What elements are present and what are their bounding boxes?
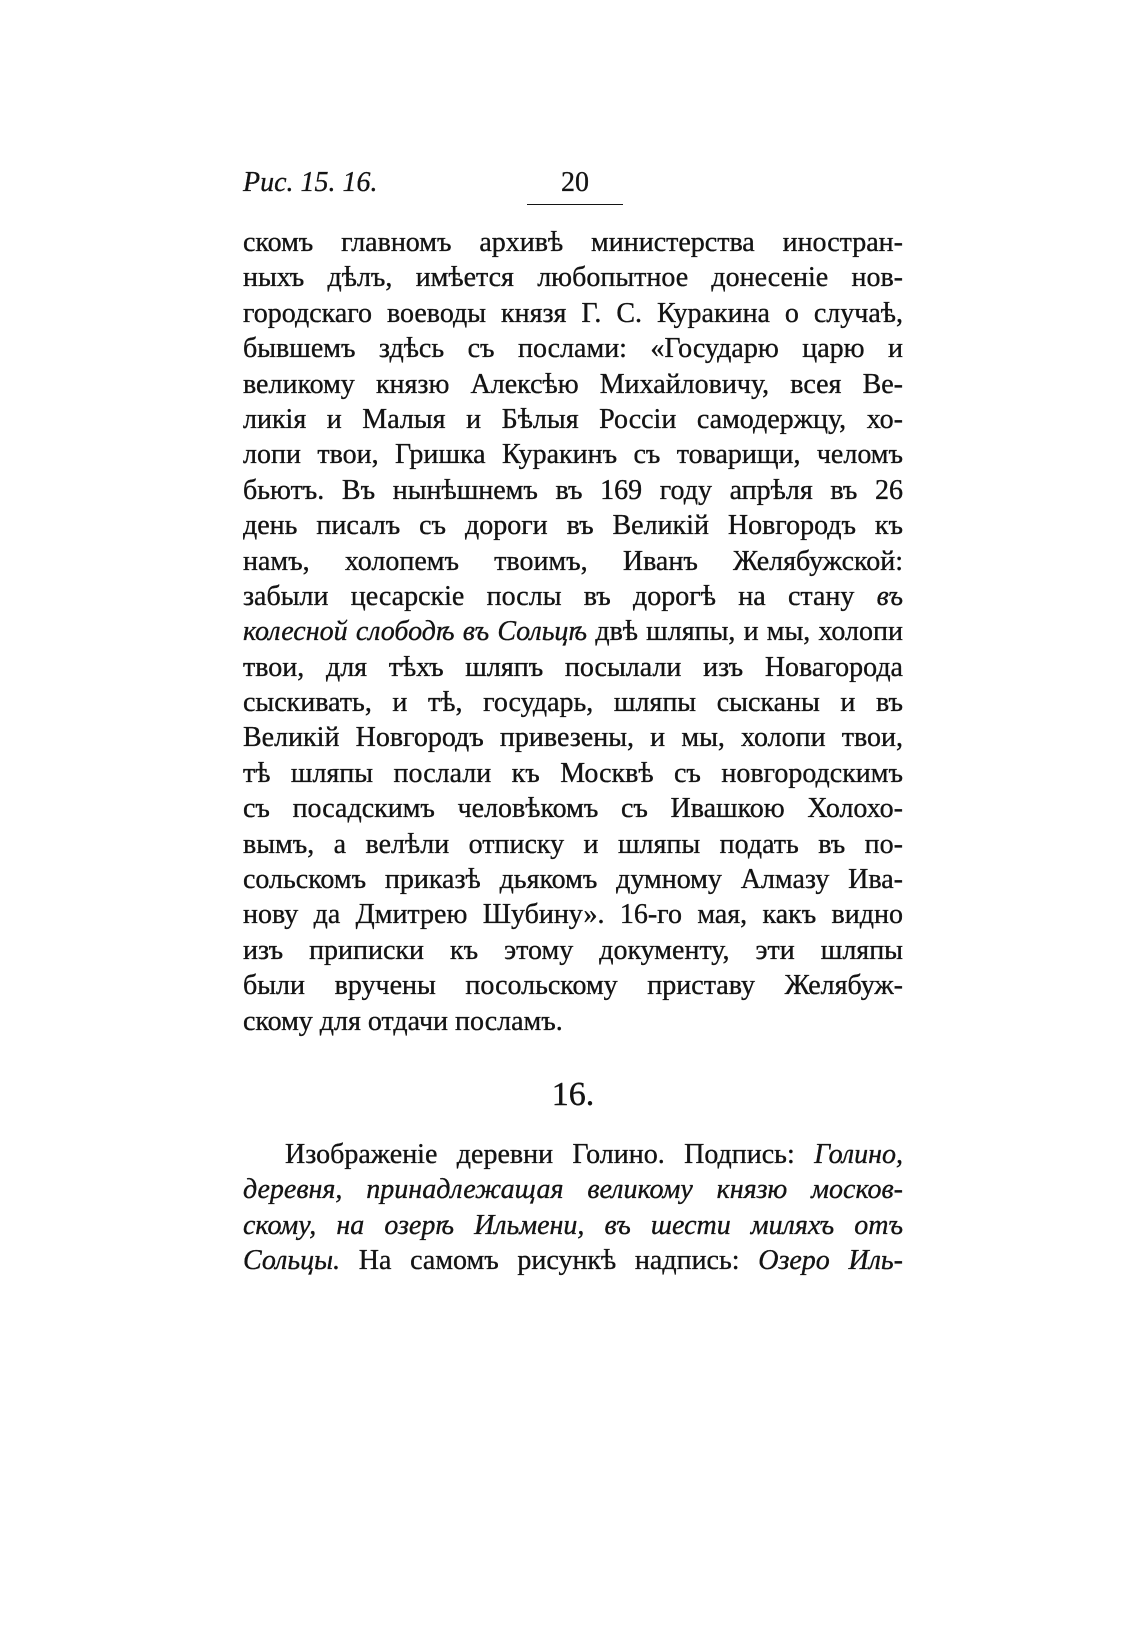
text-run: намъ, холопемъ твоимъ, Иванъ Желябужской: <box>243 545 903 577</box>
text-line <box>243 756 903 791</box>
italic-text-run: Голино, <box>814 1139 903 1170</box>
text-run: великому князю Алексѣю Михайловичу, всея Ве- <box>243 368 903 400</box>
page-number-rule <box>527 204 623 205</box>
running-title: Рис. 15. 16. <box>243 167 378 198</box>
text-line <box>243 473 903 508</box>
text-line <box>243 1137 903 1172</box>
text-line <box>243 650 903 685</box>
section-heading: 16. <box>551 1076 595 1113</box>
text-line <box>243 508 903 543</box>
text-run: забыли цесарскіе послы въ дорогѣ на стану <box>243 580 877 612</box>
text-run: сыскивать, и тѣ, государь, шляпы сысканы и въ <box>243 687 903 719</box>
page-number: 20 <box>561 167 589 198</box>
italic-text-run: деревня, принадлежащая великому князю москов- <box>243 1174 903 1206</box>
italic-text-run: колесной слободѣ въ Сольцѣ <box>243 616 588 648</box>
text-line <box>243 437 903 472</box>
text-line <box>243 402 903 437</box>
text-line <box>243 827 903 862</box>
text-run: сольскомъ приказѣ дьякомъ думному Алмазу Ива- <box>243 864 903 896</box>
text-line <box>243 579 903 614</box>
text-run: ныхъ дѣлъ, имѣется любопытное донесеніе нов- <box>243 262 903 294</box>
text-line <box>243 862 903 897</box>
text-line <box>243 1172 903 1207</box>
text-run: скому для отдачи посламъ. <box>243 1005 563 1037</box>
text-run: Великій Новгородъ привезены, и мы, холопи твои, <box>243 722 903 754</box>
text-run: съ посадскимъ человѣкомъ съ Ивашкою Холохо- <box>243 793 903 825</box>
text-run: На самомъ рисункѣ надпись: <box>340 1245 759 1277</box>
text-line <box>243 685 903 720</box>
italic-text-run: въ <box>876 580 903 612</box>
text-line <box>243 1004 903 1039</box>
text-line <box>243 897 903 932</box>
text-line <box>243 933 903 968</box>
text-run: были вручены посольскому приставу Желябуж- <box>243 970 903 1002</box>
italic-text-run: Сольцы. <box>243 1245 341 1277</box>
text-line <box>243 1208 903 1243</box>
text-line <box>243 968 903 1003</box>
text-run: скомъ главномъ архивѣ министерства иностран- <box>243 227 903 258</box>
text-line <box>243 614 903 649</box>
text-run: тѣ шляпы послали къ Москвѣ съ новгородскимъ <box>243 757 903 789</box>
italic-text-run: Озеро Иль- <box>758 1245 903 1277</box>
text-run: двѣ шляпы, и мы, холопи <box>587 616 903 648</box>
text-run: изъ приписки къ этому документу, эти шляпы <box>243 934 903 966</box>
text-line <box>243 367 903 402</box>
text-line <box>243 720 903 755</box>
text-run: день писалъ съ дороги въ Великій Новгородъ къ <box>243 510 903 542</box>
text-run: твои, для тѣхъ шляпъ посылали изъ Новагорода <box>243 651 903 683</box>
text-line <box>243 331 903 366</box>
italic-text-run: скому, на озерѣ Ильмени, въ шести миляхъ отъ <box>243 1209 903 1241</box>
text-line <box>243 1243 903 1278</box>
text-line <box>243 296 903 331</box>
text-line <box>243 225 903 260</box>
text-line <box>243 544 903 579</box>
text-run: нову да Дмитрею Шубину». 16-го мая, какъ видно <box>243 899 903 931</box>
section-paragraph <box>243 1137 903 1279</box>
text-run: бывшемъ здѣсь съ послами: «Государю царю и <box>243 333 903 365</box>
text-run: вымъ, а велѣли отписку и шляпы подать въ по- <box>243 828 903 860</box>
text-run: бьютъ. Въ нынѣшнемъ въ 169 году апрѣля въ 26 <box>243 474 903 506</box>
text-line <box>243 791 903 826</box>
text-run: лопи твои, Гришка Куракинъ съ товарищи, челомъ <box>243 439 903 471</box>
continuation-paragraph <box>243 225 903 1039</box>
text-run: ликія и Малыя и Бѣлыя Россіи самодержцу, хо- <box>243 403 903 435</box>
text-line <box>243 260 903 295</box>
text-run: городскаго воеводы князя Г. С. Куракина о случаѣ, <box>243 297 903 329</box>
text-run: Изображеніе деревни Голино. Подпись: <box>285 1139 815 1170</box>
